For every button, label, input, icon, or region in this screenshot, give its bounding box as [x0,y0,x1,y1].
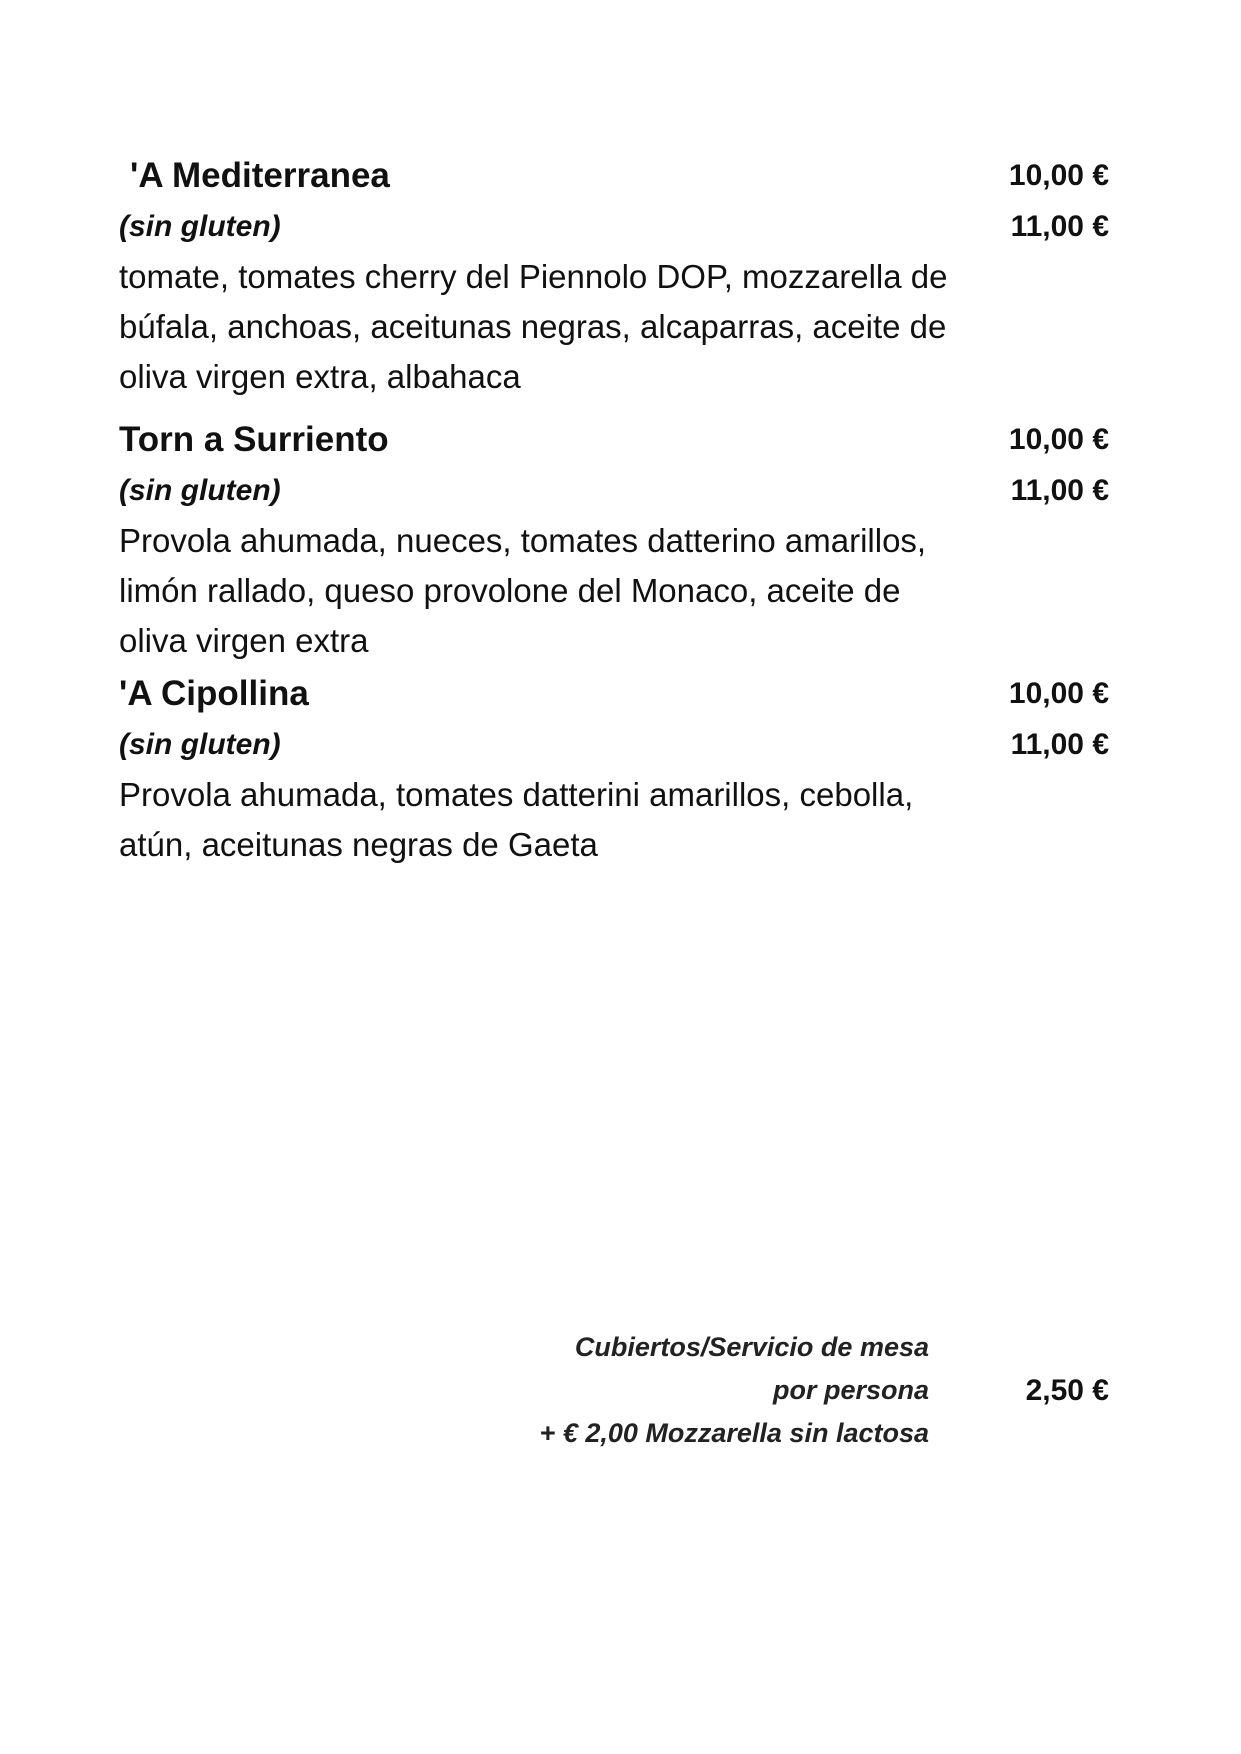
menu-item-name: Torn a Surriento [119,420,389,459]
gluten-free-price: 11,00 € [1010,210,1109,243]
menu-item-name: 'A Mediterranea [130,156,390,195]
service-charge-note [400,1326,929,1455]
service-line-2: por persona [772,1375,929,1405]
menu-item-header [119,668,1109,719]
gluten-free-label: (sin gluten) [119,210,281,243]
gluten-free-label: (sin gluten) [119,474,281,507]
menu-item-gluten-free [119,465,1109,516]
menu-item-header [119,414,1109,465]
menu-item-gluten-free [119,201,1109,252]
menu-item-price: 10,00 € [1008,159,1109,192]
service-charge-price: 2,50 € [1025,1374,1109,1407]
gluten-free-price: 11,00 € [1010,474,1109,507]
menu-item [119,414,1109,666]
menu-item-header [119,150,1109,201]
menu-item [119,668,1109,870]
menu-item-gluten-free [119,719,1109,770]
menu-item-name: 'A Cipollina [119,674,309,713]
service-line-3: + € 2,00 Mozzarella sin lactosa [539,1418,929,1448]
menu-item [119,150,1109,402]
menu-item-description: Provola ahumada, tomates datterini amarillos, cebolla, atún, aceitunas negras de Gaeta [119,776,914,863]
menu-item-description: tomate, tomates cherry del Piennolo DOP, mozzarella de búfala, anchoas, aceitunas negras, alcaparras, aceite de oliva virgen extra, albahaca [119,258,948,395]
menu-item-description: Provola ahumada, nueces, tomates datterino amarillos, limón rallado, queso provolone del Monaco, aceite de oliva virgen extra [119,522,927,659]
service-line-1: Cubiertos/Servicio de mesa [574,1332,929,1362]
menu-item-price: 10,00 € [1008,677,1109,710]
gluten-free-label: (sin gluten) [119,728,281,761]
menu-item-price: 10,00 € [1008,423,1109,456]
gluten-free-price: 11,00 € [1010,728,1109,761]
